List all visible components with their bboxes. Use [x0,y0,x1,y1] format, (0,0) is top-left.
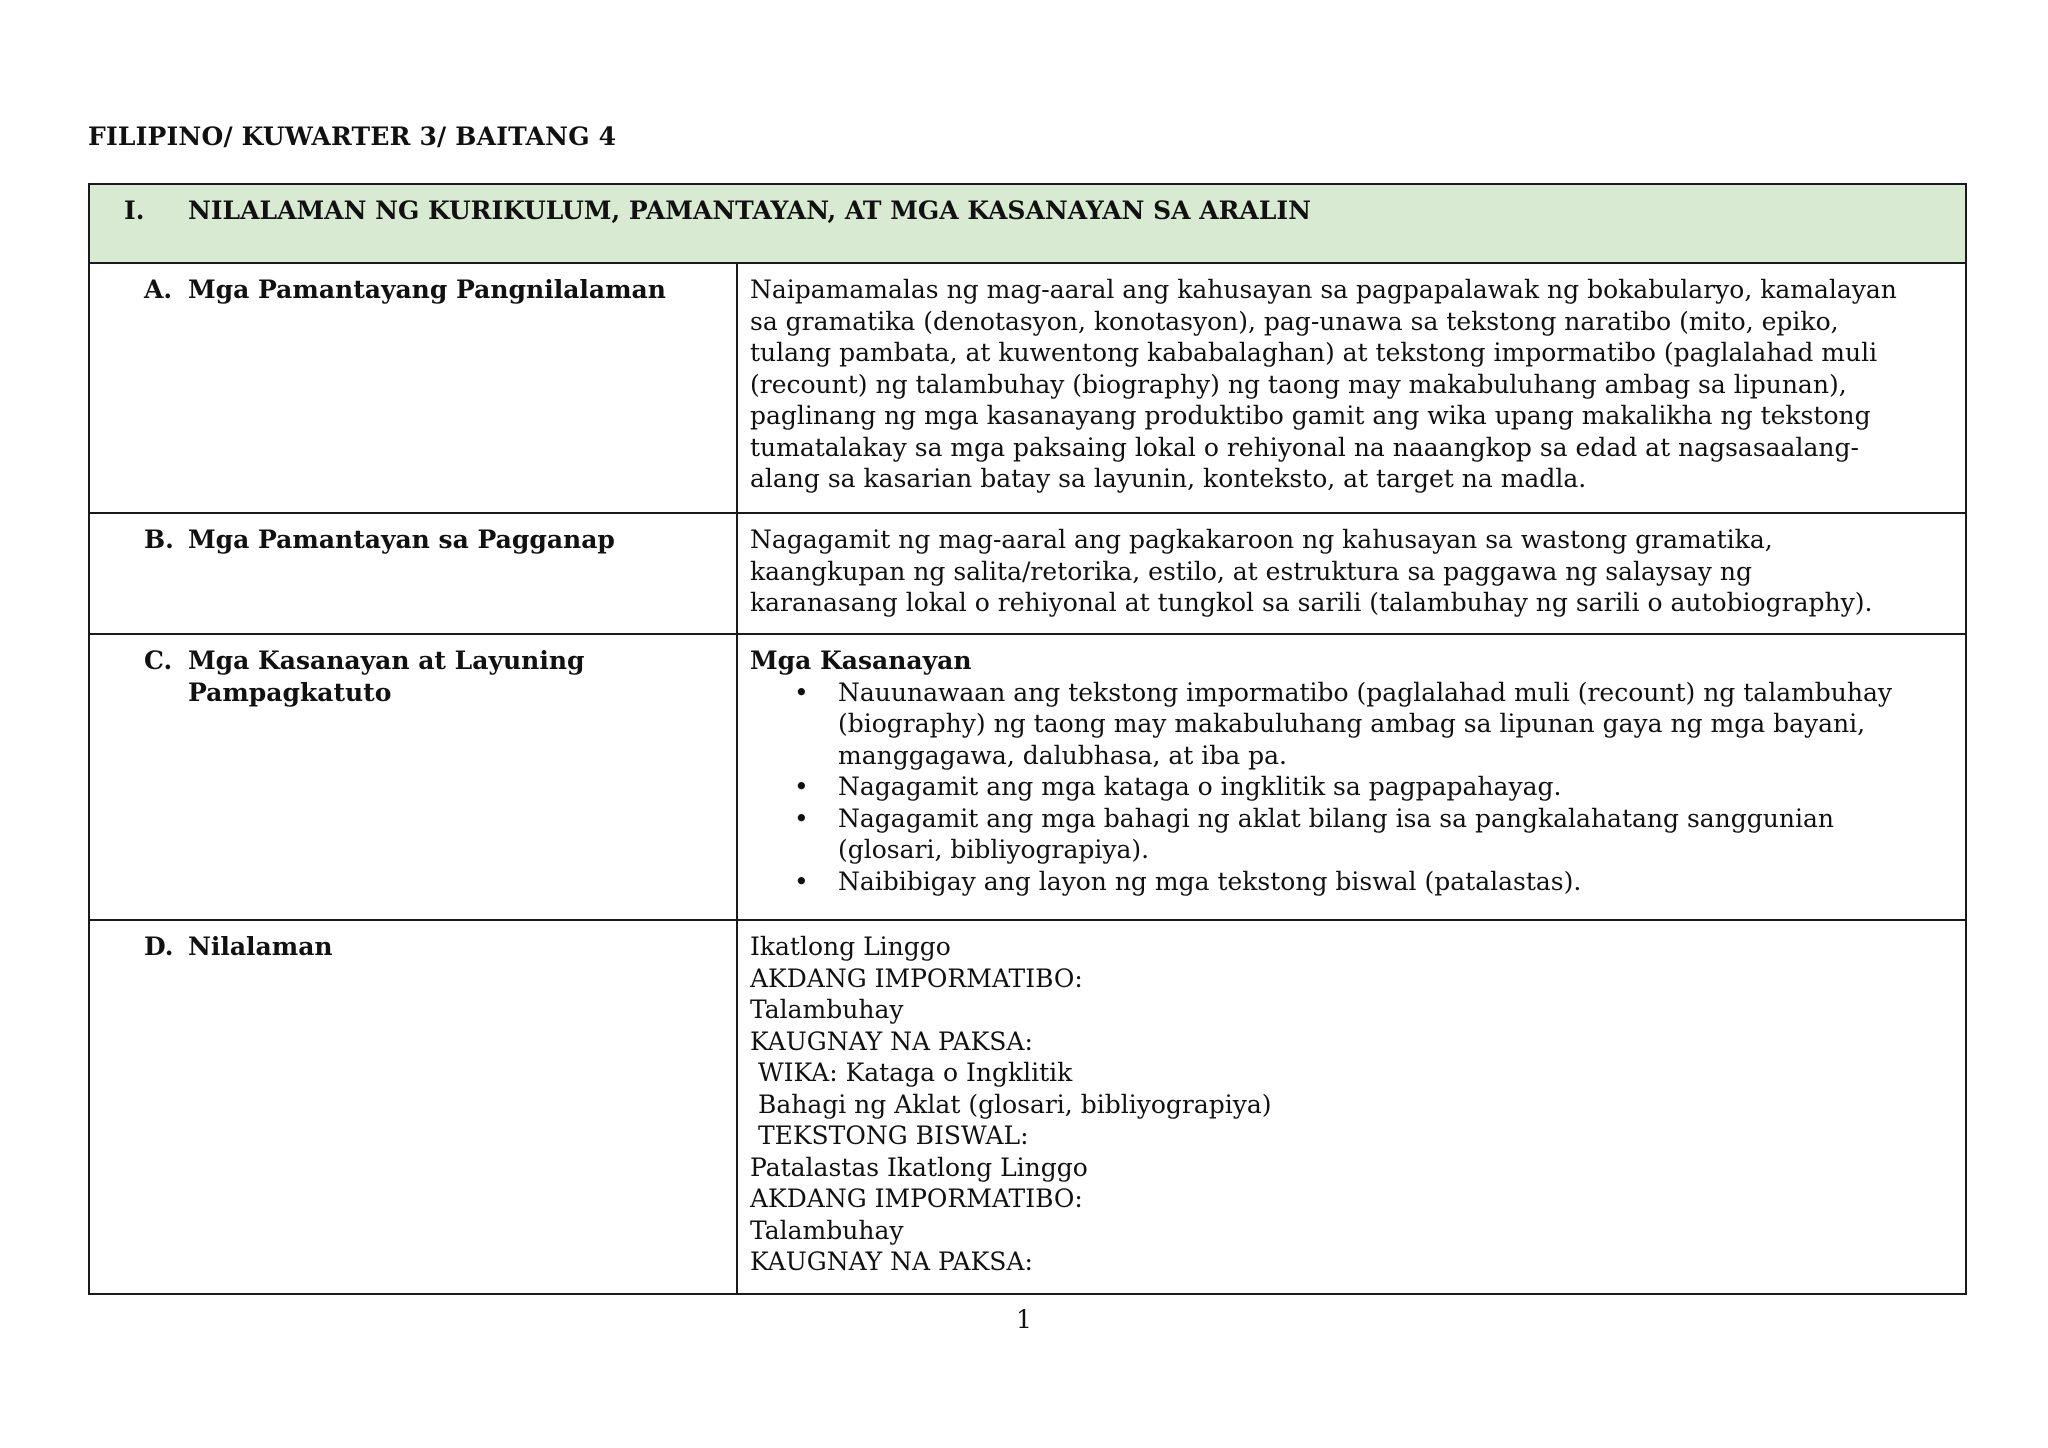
row-content-cell [737,263,1966,513]
section-numeral: I. [124,196,145,225]
row-label: Nilalaman [188,932,333,961]
list-item [794,771,1953,803]
content-line: WIKA: Kataga o Ingklitik [750,1058,1073,1087]
content-line: Ikatlong Linggo [750,932,951,961]
row-letter: A. [144,275,173,304]
curriculum-table [88,183,1967,1295]
document-header: FILIPINO/ KUWARTER 3/ BAITANG 4 [88,122,617,151]
content-line: Patalastas Ikatlong Linggo [750,1152,1088,1182]
row-letter: D. [144,932,174,961]
section-header-row [89,184,1966,263]
list-item-line: Nauunawaan ang tekstong impormatibo (paglalahad muli (recount) ng talambuhay [838,677,1893,707]
row-label-cell [89,634,737,920]
list-item-line: (glosari, bibliyograpiya). [838,835,1150,864]
content-line: (recount) ng talambuhay (biography) ng taong may makabuluhang ambag sa lipunan), [750,369,1847,399]
content-line: Bahagi ng Aklat (glosari, bibliyograpiya) [750,1089,1272,1119]
section-header-cell [89,184,1966,263]
list-item-line: (biography) ng taong may makabuluhang ambag sa lipunan gaya ng mga bayani, [838,709,1866,738]
list-item [794,866,1953,898]
row-label [188,645,708,708]
content-line: paglinang ng mga kasanayang produktibo gamit ang wika upang makalikha ng tekstong [750,401,1871,430]
row-label-cell [89,263,737,513]
row-label: Mga Pamantayang Pangnilalaman [188,275,666,304]
table-row-content [89,920,1966,1294]
content-line: KAUGNAY NA PAKSA: [750,1247,1033,1276]
content-line: Talambuhay [750,995,904,1024]
content-line: tumatalakay sa mga paksaing lokal o rehiyonal na naaangkop sa edad at nagsasaalang- [750,432,1859,462]
row-label: Mga Pamantayan sa Pagganap [188,525,615,554]
list-item-line: Naibibigay ang layon ng mga tekstong biswal (patalastas). [838,866,1582,896]
content-line: sa gramatika (denotasyon, konotasyon), pag-unawa sa tekstong naratibo (mito, epiko, [750,306,1839,336]
list-item-line: manggagawa, dalubhasa, at iba pa. [838,740,1287,770]
content-line: Naipamamalas ng mag-aaral ang kahusayan sa pagpapalawak ng bokabularyo, kamalayan [750,275,1897,304]
row-label-line: Mga Kasanayan at Layuning [188,646,585,675]
bullet-icon: • [794,803,809,833]
row-content-cell [737,920,1966,1294]
content-line: TEKSTONG BISWAL: [750,1121,1029,1150]
list-item [794,803,1953,866]
content-line: Nagagamit ng mag-aaral ang pagkakaroon ng kahusayan sa wastong gramatika, [750,525,1773,554]
content-line: tulang pambata, at kuwentong kababalaghan) at tekstong impormatibo (paglalahad muli [750,338,1878,367]
content-line: karanasang lokal o rehiyonal at tungkol sa sarili (talambuhay ng sarili o autobiography). [750,588,1873,617]
content-line: Talambuhay [750,1215,904,1245]
row-letter: C. [144,646,173,675]
competencies-heading: Mga Kasanayan [750,646,972,675]
content-line: alang sa kasarian batay sa layunin, konteksto, at target na madla. [750,464,1587,493]
row-label-line: Pampagkatuto [188,677,392,707]
table-row-competencies [89,634,1966,920]
row-content-cell [737,634,1966,920]
row-label-cell [89,513,737,634]
content-line: AKDANG IMPORMATIBO: [750,963,1083,993]
bullet-icon: • [794,772,809,801]
bullet-icon: • [794,866,809,896]
row-content-cell [737,513,1966,634]
row-letter: B. [144,525,174,554]
table-row-performance-standards [89,513,1966,634]
row-label-cell [89,920,737,1294]
content-line: KAUGNAY NA PAKSA: [750,1026,1033,1056]
content-line: kaangkupan ng salita/retorika, estilo, at estruktura sa paggawa ng salaysay ng [750,556,1752,586]
list-item-line: Nagagamit ang mga kataga o ingklitik sa pagpapahayag. [838,772,1562,801]
competencies-list [750,677,1953,898]
page-number: 1 [1016,1305,1032,1334]
list-item-line: Nagagamit ang mga bahagi ng aklat bilang isa sa pangkalahatang sanggunian [838,803,1834,833]
content-line: AKDANG IMPORMATIBO: [750,1184,1083,1213]
section-title: NILALAMAN NG KURIKULUM, PAMANTAYAN, AT MGA KASANAYAN SA ARALIN [188,196,1311,225]
list-item [794,677,1953,772]
bullet-icon: • [794,677,809,707]
table-row-content-standards [89,263,1966,513]
